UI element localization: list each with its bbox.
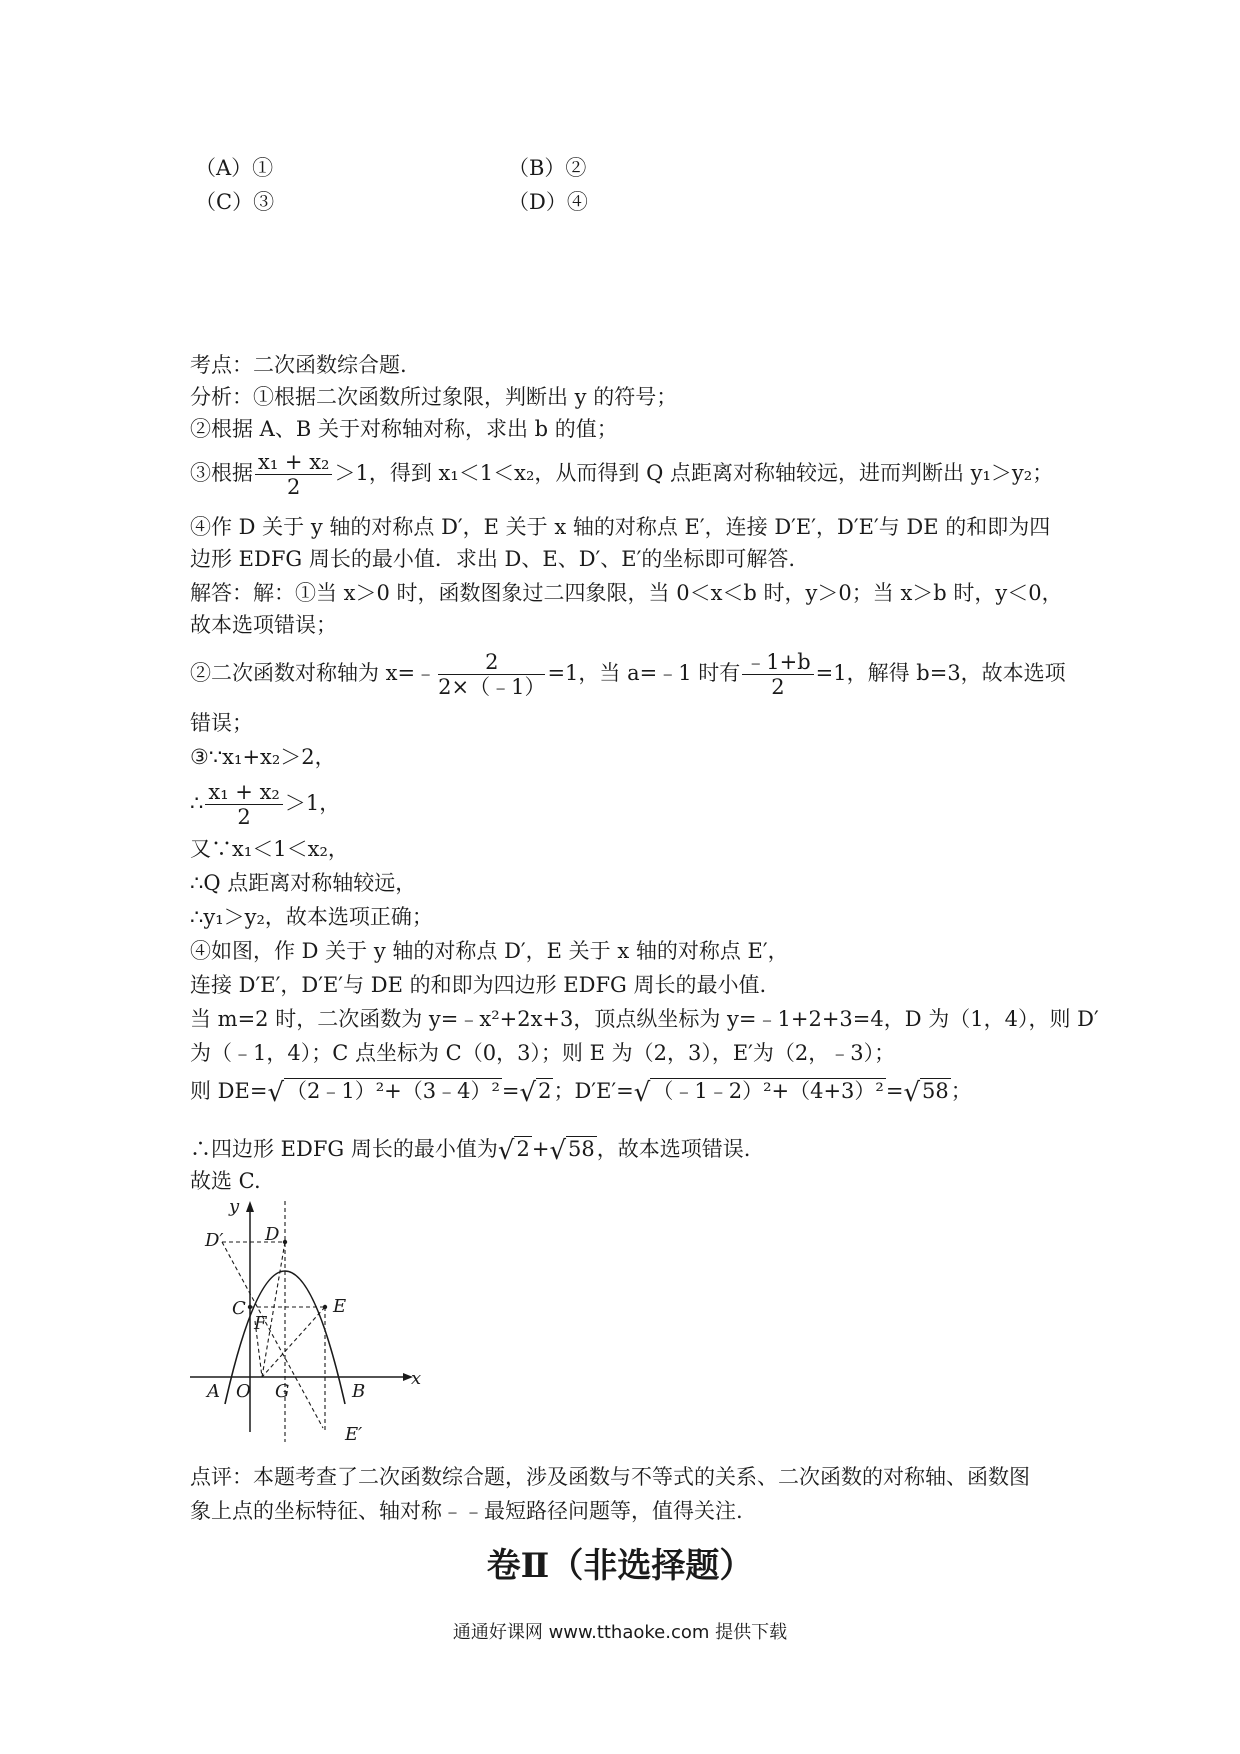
footer: 通通好课网 www.tthaoke.com 提供下载 (452, 1622, 788, 1643)
radicand: 58 (922, 1079, 949, 1103)
solution-3a: ③∵x₁+x₂＞2， (190, 745, 336, 769)
solution-1a: 解答：解：①当 x＞0 时，函数图象过二四象限，当 0＜x＜b 时，y＞0；当 x＞b 时，y＜0， (190, 581, 1063, 605)
fenxi-3-pre: ③根据 (190, 461, 253, 485)
option-c: （C）③ (195, 190, 275, 214)
radical-sign: √ (519, 1078, 537, 1108)
solution-4f-pre: ∴四边形 EDFG 周长的最小值为 (190, 1137, 498, 1161)
fraction-numerator: x₁ + x₂ (205, 780, 282, 805)
fraction-denominator: 2 (771, 675, 785, 699)
dashed-d-g (262, 1242, 285, 1377)
radical-sign: √ (497, 1136, 515, 1166)
equals: = (885, 1079, 904, 1103)
label-o: O (236, 1381, 251, 1402)
solution-3b-post: ＞1， (284, 791, 341, 815)
solution-4d: 为（﹣1，4）；C 点坐标为 C（0，3）；则 E 为（2，3），E′为（2，﹣3）； (190, 1041, 896, 1065)
radical-sign: √ (633, 1078, 651, 1108)
solution-2-pre: ②二次函数对称轴为 x=﹣ (190, 661, 437, 685)
solution-3c: 又∵x₁＜1＜x₂， (190, 837, 349, 861)
label-dprime: D′ (205, 1230, 224, 1251)
solution-4b: 连接 D′E′，D′E′与 DE 的和即为四边形 EDFG 周长的最小值. (190, 973, 767, 997)
solution-4e-pre: 则 DE= (190, 1079, 268, 1103)
label-x: x (411, 1368, 422, 1389)
label-y: y (229, 1196, 240, 1217)
solution-4f-post: ，故本选项错误. (596, 1137, 751, 1161)
solution-3d: ∴Q 点距离对称轴较远， (190, 871, 417, 895)
solution-3b-pre: ∴ (190, 791, 204, 815)
label-d: D (265, 1224, 280, 1245)
comment-a: 点评：本题考查了二次函数综合题，涉及函数与不等式的关系、二次函数的对称轴、函数图 (190, 1465, 1030, 1489)
fenxi-4b: 边形 EDFG 周长的最小值．求出 D、E、D′、E′的坐标即可解答. (190, 547, 796, 571)
fenxi-3 (190, 450, 1053, 499)
solution-4e-mid: ；D′E′= (553, 1079, 634, 1103)
equals: = (501, 1079, 520, 1103)
fraction-numerator: ﹣1+b (742, 650, 813, 675)
radicand: 2 (538, 1079, 552, 1103)
point-e (323, 1305, 327, 1309)
solution-3b (190, 780, 340, 829)
solution-2-cont: 错误； (190, 711, 253, 735)
fraction-numerator: x₁ + x₂ (255, 450, 332, 475)
radicand: 2 (516, 1137, 530, 1161)
fenxi-4a: ④作 D 关于 y 轴的对称点 D′，E 关于 x 轴的对称点 E′，连接 D′E′，D′E′与 DE 的和即为四 (190, 515, 1051, 539)
label-eprime: E′ (345, 1424, 363, 1445)
label-e: E (333, 1296, 347, 1317)
fenxi-3-post: ＞1，得到 x₁＜1＜x₂，从而得到 Q 点距离对称轴较远，进而判断出 y₁＞y₂； (334, 461, 1054, 485)
fraction-denominator: 2 (287, 475, 301, 499)
fraction-numerator: 2 (438, 650, 545, 675)
kaodian: 考点：二次函数综合题. (190, 353, 407, 377)
solution-4c: 当 m=2 时，二次函数为 y=﹣x²+2x+3，顶点纵坐标为 y=﹣1+2+3=4，D 为（1，4），则 D′ (190, 1007, 1099, 1031)
label-f: F (254, 1313, 267, 1334)
fraction (205, 780, 282, 829)
comment-b: 象上点的坐标特征、轴对称﹣﹣最短路径问题等，值得关注. (190, 1499, 743, 1523)
plus: + (531, 1137, 550, 1161)
radicand: 58 (568, 1137, 595, 1161)
section-title: 卷Ⅱ（非选择题） (486, 1546, 754, 1586)
parabola-figure (185, 1196, 435, 1446)
radicand: （2﹣1）²+（3﹣4）² (286, 1079, 500, 1103)
solution-4a: ④如图，作 D 关于 y 轴的对称点 D′，E 关于 x 轴的对称点 E′， (190, 939, 789, 963)
label-a: A (207, 1381, 220, 1402)
solution-4e (190, 1076, 972, 1108)
solution-4f (190, 1134, 750, 1166)
fraction-denominator: 2 (237, 805, 251, 829)
radical-sign: √ (267, 1078, 285, 1108)
point-c (248, 1305, 252, 1309)
y-axis-arrow (246, 1201, 254, 1212)
fraction (742, 650, 813, 699)
label-c: C (232, 1298, 246, 1319)
radicand: （﹣1﹣2）²+（4+3）² (652, 1079, 884, 1103)
option-b: （B）② (508, 156, 587, 180)
solution-2-mid: =1，当 a=﹣1 时有 (547, 661, 741, 685)
radical-sign: √ (903, 1078, 921, 1108)
solution-2 (190, 650, 1066, 699)
solution-3e: ∴y₁＞y₂，故本选项正确； (190, 905, 433, 929)
fraction-denominator: 2×（﹣1） (438, 675, 546, 699)
dashed-e-g (262, 1307, 325, 1377)
solution-2-post: =1，解得 b=3，故本选项 (815, 661, 1066, 685)
option-d: （D）④ (508, 190, 588, 214)
radical-sign: √ (549, 1136, 567, 1166)
fraction (438, 650, 545, 699)
point-d (283, 1240, 287, 1244)
option-a: （A）① (195, 156, 274, 180)
label-b: B (352, 1381, 366, 1402)
label-g: G (275, 1381, 290, 1402)
fraction (255, 450, 332, 499)
solution-1b: 故本选项错误； (190, 613, 337, 637)
fenxi-2: ②根据 A、B 关于对称轴对称，求出 b 的值； (190, 417, 618, 441)
fenxi-1: 分析：①根据二次函数所过象限，判断出 y 的符号； (190, 385, 678, 409)
answer: 故选 C. (190, 1169, 261, 1193)
solution-4e-end: ； (950, 1079, 972, 1103)
